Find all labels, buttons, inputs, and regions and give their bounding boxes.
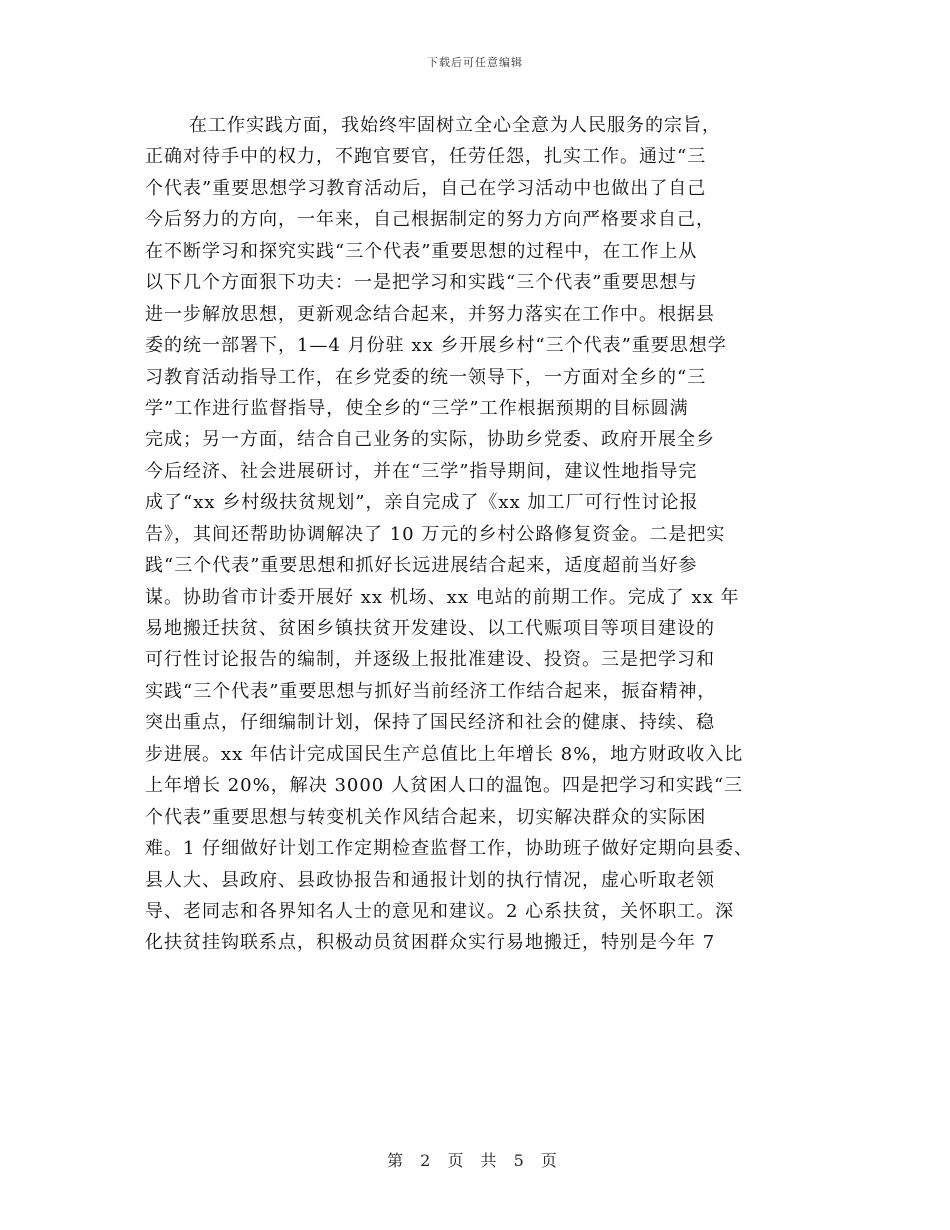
paragraph-line: 可行性讨论报告的编制，并逐级上报批准建设、投资。三是把学习和 (145, 649, 715, 671)
paragraph-line: 易地搬迁扶贫、贫困乡镇扶贫开发建设、以工代赈项目等项目建设的 (145, 618, 715, 639)
paragraph-line: 化扶贫挂钩联系点，积极动员贫困群众实行易地搬迁，特别是今年 7 (145, 932, 716, 954)
paragraph-line: 导、老同志和各界知名人士的意见和建议。2 心系扶贫，关怀职工。深 (145, 900, 735, 922)
paragraph-line: 习教育活动指导工作，在乡党委的统一领导下，一方面对全乡的“三 (145, 366, 707, 388)
paragraph-line: 个代表”重要思想学习教育活动后，自己在学习活动中也做出了自己 (145, 177, 707, 199)
paragraph-line: 在工作实践方面，我始终牢固树立全心全意为人民服务的宗旨， (189, 115, 721, 136)
paragraph-line: 委的统一部署下，1—4 月份驻 xx 乡开展乡村“三个代表”重要思想学 (145, 335, 727, 357)
document-body (145, 110, 835, 959)
paragraph-line: 上年增长 20%，解决 3000 人贫困人口的温饱。四是把学习和实践“三 (145, 775, 744, 797)
paragraph-line: 正确对待手中的权力，不跑官要官，任劳任怨，扎实工作。通过“三 (145, 146, 707, 168)
paragraph-line: 实践“三个代表”重要思想与抓好当前经济工作结合起来，振奋精神， (145, 680, 717, 702)
paragraph-line: 践“三个代表”重要思想和抓好长远进展结合起来，适度超前当好参 (145, 555, 698, 577)
paragraph-line: 学”工作进行监督指导，使全乡的“三学”工作根据预期的目标圆满 (145, 397, 689, 419)
paragraph-line: 突出重点，仔细编制计划，保持了国民经济和社会的健康、持续、稳 (145, 712, 715, 734)
paragraph-line: 告》，其间还帮助协调解决了 10 万元的乡村公路修复资金。二是把实 (145, 523, 726, 545)
page-number-footer: 第 2 页 共 5 页 (387, 1151, 563, 1170)
paragraph-line: 在不断学习和探究实践“三个代表”重要思想的过程中，在工作上从 (145, 240, 698, 262)
paragraph-line: 今后努力的方向，一年来，自己根据制定的努力方向严格要求自己， (145, 209, 715, 231)
paragraph-line: 完成；另一方面，结合自己业务的实际，协助乡党委、政府开展全乡 (145, 429, 715, 451)
paragraph-line: 进一步解放思想，更新观念结合起来，并努力落实在工作中。根据县 (145, 303, 715, 325)
paragraph-line: 今后经济、社会进展研讨，并在“三学”指导期间，建议性地指导完 (145, 460, 698, 482)
paragraph-line: 成了“xx 乡村级扶贫规划”，亲自完成了《xx 加工厂可行性讨论报 (145, 492, 699, 514)
page-header: 下载后可任意编辑 (427, 56, 523, 69)
paragraph-line: 以下几个方面狠下功夫：一是把学习和实践“三个代表”重要思想与 (145, 272, 698, 294)
paragraph-line: 县人大、县政府、县政协报告和通报计划的执行情况，虚心听取老领 (145, 869, 715, 891)
paragraph-line: 谋。协助省市计委开展好 xx 机场、xx 电站的前期工作。完成了 xx 年 (145, 586, 740, 608)
paragraph-line: 难。1 仔细做好计划工作定期检查监督工作，协助班子做好定期向县委、 (145, 838, 754, 860)
paragraph-line: 个代表”重要思想与转变机关作风结合起来，切实解决群众的实际困 (145, 806, 707, 828)
paragraph-line: 步进展。xx 年估计完成国民生产总值比上年增长 8%，地方财政收入比 (145, 743, 744, 765)
